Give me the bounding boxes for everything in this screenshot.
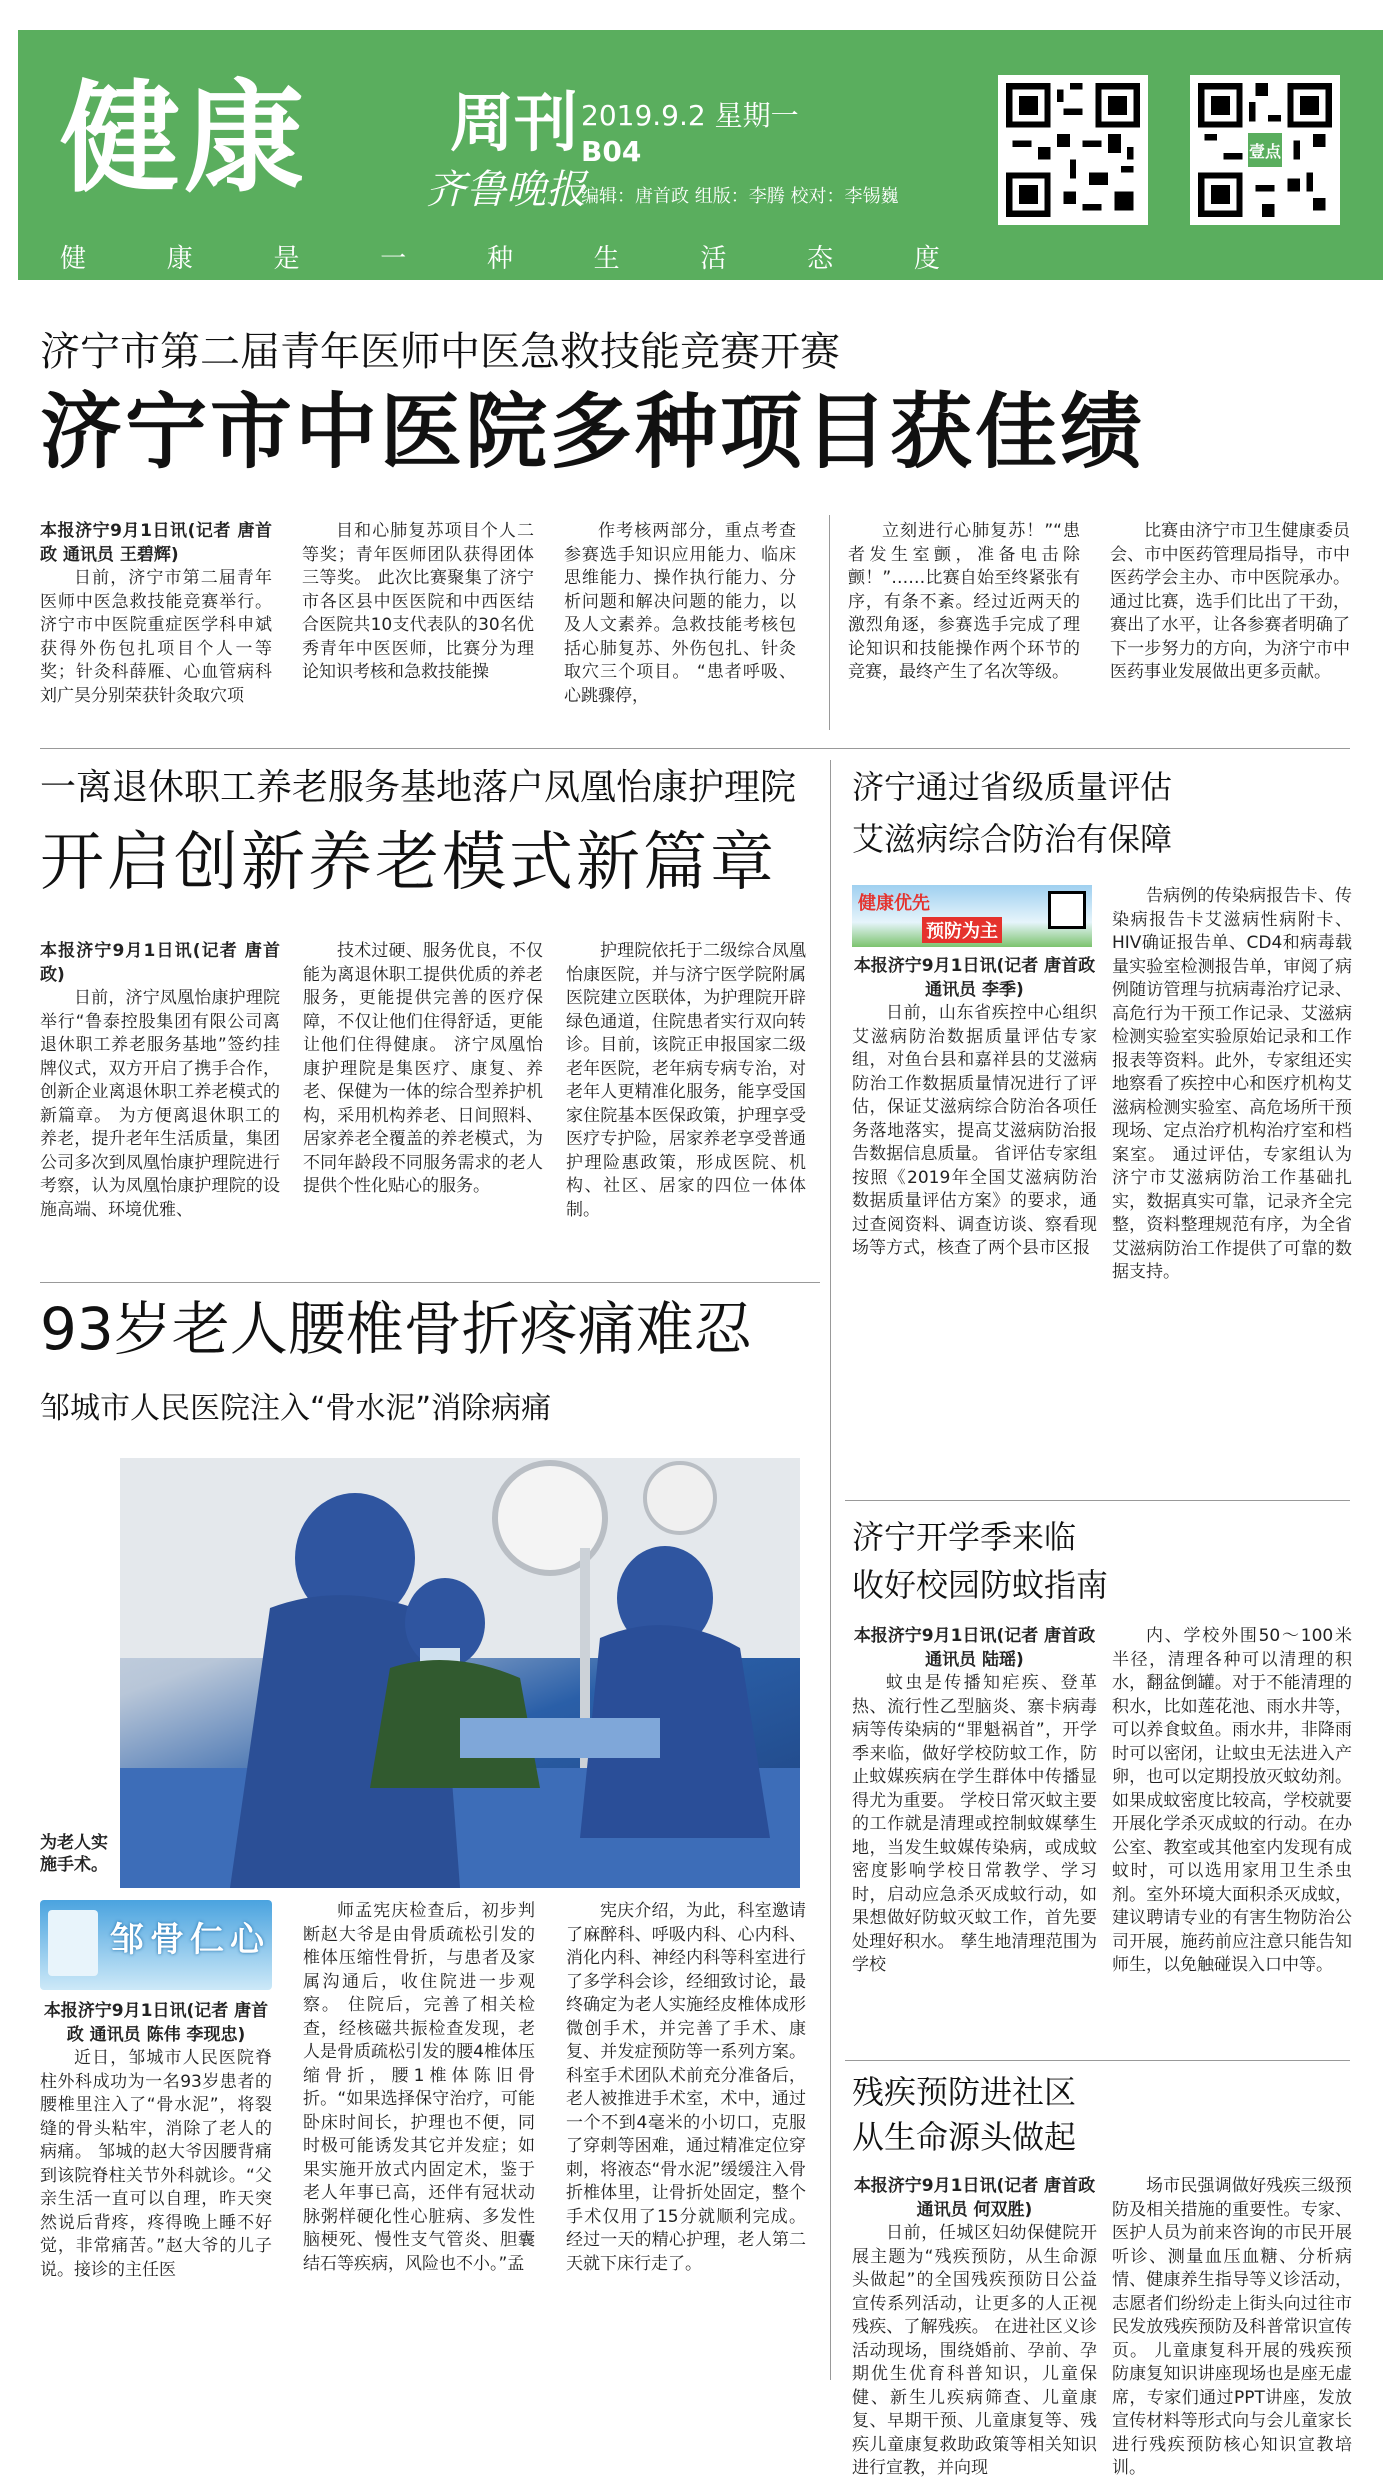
article1-col5: 比赛由济宁市卫生健康委员会、市中医药管理局指导，市中医药学会主办、市中医院承办。通过比赛，选手们比出了干劲，赛出了水平，让各参赛者明确了下一步努力的方向，为济宁市中医药事业发展做出更多贡献。: [1110, 521, 1350, 682]
photo-caption: 为老人实施手术。: [40, 1833, 108, 1875]
article5-headline: 济宁开学季来临: [852, 1518, 1077, 1556]
banner-line1: 健康优先: [858, 893, 930, 914]
article6-subhead: 从生命源头做起: [852, 2118, 1077, 2156]
article3-subhead: 艾滋病综合防治有保障: [852, 820, 1173, 858]
article2-col3: 护理院依托于二级综合凤凰怡康医院，并与济宁医学院附属医院建立医联体，为护理院开辟绿色通道，住院患者实行双向转诊。目前，该院正申报国家二级老年医院，老年病专病专治，对老年人更精准化服务，能享受国家住院基本医保政策，护理享受医疗专护险，居家养老享受普通护理险惠政策，形成医院、机构、社区、居家的四位一体体制。: [566, 941, 806, 1220]
article3-headline: 济宁通过省级质量评估: [852, 768, 1173, 806]
section-divider: [845, 1500, 1350, 1501]
article1-col2: 目和心肺复苏项目个人二等奖；青年医师团队获得团体三等奖。 此次比赛聚集了济宁市各区县中医医院和中西医结合医院共10支代表队的30名优秀青年中医医师，比赛分为理论知识考核和急救技能操: [302, 521, 534, 682]
column-divider-main: [830, 760, 831, 2380]
article4-col1: 本报济宁9月1日讯(记者 唐首政 通讯员 陈伟 李现忠) 近日，邹城市人民医院脊柱外科成功为一名93岁患者的腰椎里注入了“骨水泥”，将裂缝的骨头粘牢，消除了老人的病痛。 邹城的赵大爷因腰背痛到该院脊柱关节外科就诊。“父亲生活一直可以自理，昨天突然说后背疼，疼得晚上睡不好觉，非常痛苦。”赵大爷的儿子说。接诊的主任医: [40, 2001, 272, 2280]
article4-subhead: 邹城市人民医院注入“骨水泥”消除病痛: [40, 1391, 552, 1426]
banner-qr-icon: [1048, 891, 1086, 929]
article4-col2: 师孟宪庆检查后，初步判断赵大爷是由骨质疏松引发的椎体压缩性骨折，与患者及家属沟通后，收住院进一步观察。 住院后，完善了相关检查，经核磁共振检查发现，老人是骨质疏松引发的腰4椎体压缩骨折，腰1椎体陈旧骨折。“如果选择保守治疗，可能卧床时间长，护理也不便，同时极可能诱发其它并发症；如果实施开放式内固定术，鉴于老人年事已高，还伴有冠状动脉粥样硬化性心脏病、多发性脑梗死、慢性支气管炎、胆囊结石等疾病，风险也不小。”孟: [303, 1901, 535, 2274]
slogan: 健 康 是 一 种 生 活 态 度: [60, 244, 940, 274]
article3-col2: 告病例的传染病报告卡、传染病报告卡艾滋病性病附卡、HIV确证报告单、CD4和病毒载量实验室检测报告单，审阅了病例随访管理与抗病毒治疗记录、高危行为干预工作记录、艾滋病检测实验室实验原始记录和工作报表等资料。此外，专家组还实地察看了疾控中心和医疗机构艾滋病检测实验室、高危场所干预现场、定点治疗机构治疗室和档案室。 通过评估，专家组认为济宁市艾滋病防治工作基础扎实，数据真实可靠，记录齐全完整，资料整理规范有序，为全省艾滋病防治工作提供了可靠的数据支持。: [1112, 886, 1352, 1282]
article1-kicker: 济宁市第二届青年医师中医急救技能竞赛开赛: [40, 329, 840, 375]
article6-col2: 场市民强调做好残疾三级预防及相关措施的重要性。专家、医护人员为前来咨询的市民开展听诊、测量血压血糖、分析病情、健康养生指导等义诊活动，志愿者们纷纷走上街头向过往市民发放残疾预防及科普常识宣传页。 儿童康复科开展的残疾预防康复知识讲座现场也是座无虚席，专家们通过PPT讲座，发放宣传材料等形式向与会儿童家长进行残疾预防核心知识宣教培训。: [1112, 2176, 1352, 2478]
article5-subhead: 收好校园防蚊指南: [852, 1566, 1109, 1604]
article6-col1: 本报济宁9月1日讯(记者 唐首政 通讯员 何双胜) 日前，任城区妇幼保健院开展主题为“残疾预防，从生命源头做起”的全国残疾预防日公益宣传系列活动，让更多的人正视残疾、了解残疾。 在进社区义诊活动现场，围绕婚前、孕前、孕期优生优育科普知识，儿童保健、新生儿疾病筛查、儿童康复、早期干预、儿童康复等、残疾儿童康复救助政策等相关知识进行宣教，并向现: [852, 2176, 1097, 2478]
book-icon: [48, 1910, 98, 1976]
article2-col2: 技术过硬、服务优良，不仅能为离退休职工提供优质的养老服务，更能提供完善的医疗保障，不仅让他们住得舒适，更能让他们住得健康。 济宁凤凰怡康护理院是集医疗、康复、养老、保健为一体的综合型养护机构，采用机构养老、日间照料、居家养老全覆盖的养老模式，为不同年龄段不同服务需求的老人提供个性化贴心的服务。: [303, 941, 543, 1196]
article4-col3: 宪庆介绍，为此，科室邀请了麻醉科、呼吸内科、心内科、消化内科、神经内科等科室进行了多学科会诊，经细致讨论，最终确定为老人实施经皮椎体成形微创手术，并完善了手术、康复、并发症预防等一系列方案。 科室手术团队术前充分准备后，老人被推进手术室，术中，通过一个不到4毫米的小切口，克服了穿刺等困难，通过精准定位穿刺，将液态“骨水泥”缓缓注入骨折椎体里，让骨折处固定，整个手术仅用了15分就顺利完成。经过一天的精心护理，老人第二天就下床行走了。: [566, 1901, 806, 2274]
banner-line2: 预防为主: [922, 917, 1002, 943]
section-divider: [845, 2060, 1350, 2061]
masthead-title: 健康: [60, 70, 308, 209]
article2-headline: 开启创新养老模式新篇章: [40, 826, 777, 900]
section-divider: [40, 748, 1350, 749]
article1-col3: 作考核两部分，重点考查参赛选手知识应用能力、临床思维能力、操作执行能力、分析问题和解决问题的能力，以及人文素养。急救技能考核包括心肺复苏、外伤包扎、针灸取穴三个项目。 “患者呼吸、心跳骤停，: [564, 521, 796, 706]
article3-col1: 本报济宁9月1日讯(记者 唐首政 通讯员 李季) 日前，山东省疾控中心组织艾滋病防治数据质量评估专家组，对鱼台县和嘉祥县的艾滋病防治工作数据质量情况进行了评估，保证艾滋病综合防治各项任务落地落实，提高艾滋病防治报告数据信息质量。 省评估专家组按照《2019年全国艾滋病防治数据质量评估方案》的要求，通过查阅资料、调查访谈、察看现场等方式，核查了两个县市区报: [852, 956, 1097, 1258]
article5-col1: 本报济宁9月1日讯(记者 唐首政 通讯员 陆瑶) 蚊虫是传播知疟疾、登革热、流行性乙型脑炎、寨卡病毒病等传染病的“罪魁祸首”，开学季来临，做好学校防蚊工作，防止蚊媒疾病在学生群体中传播显得尤为重要。 学校日常灭蚊主要的工作就是清理或控制蚊媒孳生地，当发生蚊媒传染病，或成蚊密度影响学校日常教学、学习时，启动应急杀灭成蚊行动，如果想做好防蚊灭蚊工作，首先要处理好积水。 孳生地清理范围为学校: [852, 1626, 1097, 1975]
article2-col1: 本报济宁9月1日讯(记者 唐首政) 日前，济宁凤凰怡康护理院举行“鲁泰控股集团有限公司离退休职工养老服务基地”签约挂牌仪式，双方开启了携手合作，创新企业离退休职工养老模式的新篇章。 为方便离退休职工的养老，提升老年生活质量，集团公司多次到凤凰怡康护理院进行考察，认为凤凰怡康护理院的设施高端、环境优雅、: [40, 941, 280, 1220]
paper-name-logo: 齐鲁晚报: [426, 167, 586, 213]
article6-headline: 残疾预防进社区: [852, 2073, 1077, 2111]
masthead: [18, 30, 1383, 280]
issue-date: 2019.9.2 星期一: [581, 99, 799, 132]
article4-headline: 93岁老人腰椎骨折疼痛难忍: [40, 1295, 752, 1363]
column-divider: [829, 515, 830, 730]
editor-credits: 编辑：唐首政 组版：李腾 校对：李锡巍: [581, 186, 899, 207]
qr-code-app-icon[interactable]: [1190, 75, 1340, 225]
banner-text: 邹骨仁心: [110, 1920, 270, 1960]
qr-code-icon[interactable]: [998, 75, 1148, 225]
surgery-photo: [120, 1458, 800, 1888]
article1-col4: 立刻进行心肺复苏！”“患者发生室颤，准备电击除颤！”……比赛自始至终紧张有序，有条不紊。经过近两天的激烈角逐，参赛选手完成了理论知识和技能操作两个环节的竞赛，最终产生了名次等级。: [848, 521, 1080, 682]
article1-headline: 济宁市中医院多种项目获佳绩: [40, 385, 1146, 480]
article2-kicker: 一离退休职工养老服务基地落户凤凰怡康护理院: [40, 767, 797, 808]
zoucheng-banner-image: [40, 1900, 272, 1990]
article1-col1: 本报济宁9月1日讯(记者 唐首政 通讯员 王碧辉) 日前，济宁市第二届青年医师中医急救技能竞赛举行。济宁市中医院重症医学科申斌获得外伤包扎项目个人一等奖；针灸科薛雁、心血管病科刘广昊分别荣获针灸取穴项: [40, 521, 272, 706]
page-number: B04: [581, 135, 642, 168]
masthead-weekly: 周刊: [450, 87, 578, 161]
article5-col2: 内、学校外围50～100米半径，清理各种可以清理的积水，翻盆倒罐。对于不能清理的积水，比如莲花池、雨水井等，可以养食蚊鱼。雨水井，非降雨时可以密闭，让蚊虫无法进入产卵，也可以定期投放灭蚊幼剂。 如果成蚊密度比较高，学校就要开展化学杀灭成蚊的行动。在办公室、教室或其他室内发现有成蚊时，可以选用家用卫生杀虫剂。室外环境大面积杀灭成蚊，建议聘请专业的有害生物防治公司开展，施药前应注意只能告知师生，以免触碰误入口中等。: [1112, 1626, 1352, 1975]
section-divider: [40, 1282, 820, 1283]
health-banner-image: [852, 885, 1092, 947]
qr-badge: 壹点: [1245, 130, 1285, 170]
